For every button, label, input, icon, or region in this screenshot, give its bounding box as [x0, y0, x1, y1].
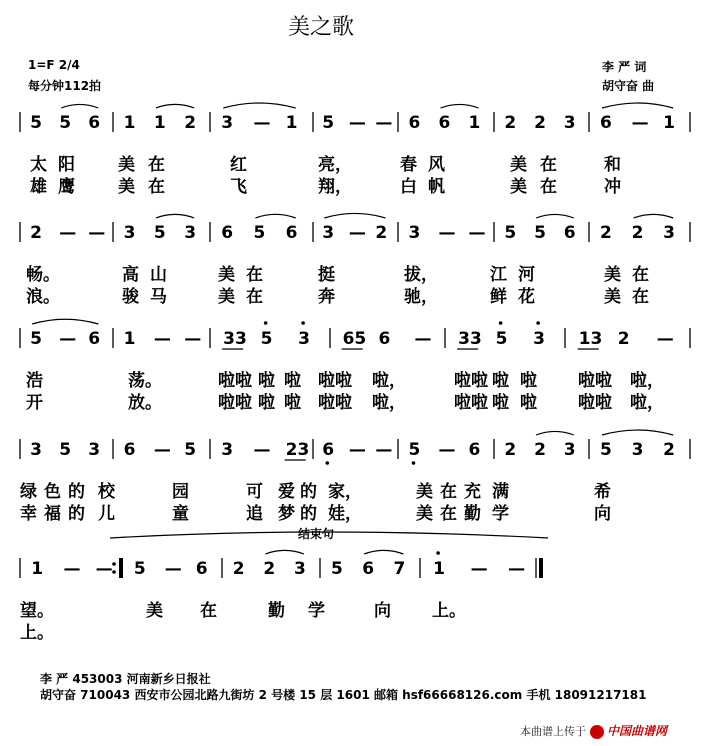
note: 2	[504, 440, 517, 460]
lyric-syllable: 美	[510, 155, 527, 175]
song-title: 美之歌	[288, 15, 355, 40]
note: 2	[663, 440, 676, 460]
lyric-syllable: 荡。	[128, 371, 162, 391]
lyric-syllable: 太	[30, 155, 47, 175]
dash-mark: —	[88, 223, 106, 243]
note: 2	[232, 559, 245, 579]
lyric-syllable: 充	[464, 482, 481, 502]
note: 2	[375, 223, 388, 243]
note: 3	[221, 440, 234, 460]
lyric-syllable: 亮，	[318, 155, 352, 175]
tie-slur	[255, 214, 295, 218]
lyric-syllable: 幸	[20, 504, 37, 524]
tie-slur	[634, 214, 674, 218]
note: 33	[223, 329, 247, 349]
lyric-syllable: 勤	[268, 601, 285, 621]
note: 1	[468, 113, 481, 133]
note: 2	[600, 223, 612, 243]
lyric-syllable: 在	[200, 601, 217, 621]
note: 6	[563, 223, 576, 243]
lyric-syllable: 学	[308, 601, 325, 621]
lyric-syllable: 帆	[428, 177, 445, 197]
lyric-syllable: 家，	[328, 482, 362, 502]
lyric-syllable: 浪。	[26, 287, 60, 307]
lyric-syllable: 美	[118, 155, 135, 175]
dash-mark: —	[59, 223, 77, 243]
note: 33	[458, 329, 482, 349]
lyric-syllable: 在	[148, 177, 165, 197]
lyric-syllable: 山	[150, 265, 167, 285]
site-brand: 中国曲谱网	[607, 724, 668, 738]
tie-slur	[441, 104, 479, 108]
lyric-syllable: 在	[246, 287, 263, 307]
octave-dot-above	[436, 551, 440, 555]
dash-mark: —	[375, 113, 393, 133]
dash-mark: —	[438, 440, 456, 460]
notation-layer	[20, 103, 690, 643]
note: 5	[322, 113, 335, 133]
tie-slur	[602, 103, 673, 108]
dash-mark: —	[508, 559, 526, 579]
lyric-syllable: 红	[230, 155, 247, 175]
note: 5	[184, 440, 197, 460]
lyric-syllable: 啦	[492, 393, 509, 413]
composer-credit: 胡守奋 曲	[602, 79, 655, 93]
lyric-syllable: 开	[26, 393, 43, 413]
note: 2	[504, 113, 517, 133]
repeat-dot	[112, 562, 116, 566]
note: 5	[504, 223, 517, 243]
note: 3	[184, 223, 197, 243]
tie-slur	[61, 104, 98, 108]
lyric-syllable: 啦	[284, 393, 301, 413]
lyric-syllable: 啦啦	[578, 371, 612, 391]
lyric-syllable: 向	[374, 601, 391, 621]
dash-mark: —	[348, 440, 366, 460]
lyric-syllable: 福	[44, 504, 61, 524]
lyric-syllable: 儿	[98, 504, 115, 524]
lyric-syllable: 啦	[492, 371, 509, 391]
lyric-syllable: 啦啦	[318, 371, 352, 391]
lyric-syllable: 爱	[278, 482, 295, 502]
dash-mark: —	[470, 559, 488, 579]
note: 5	[59, 440, 72, 460]
note: 3	[563, 113, 576, 133]
lyric-syllable: 希	[594, 482, 611, 502]
lyric-syllable: 绿	[20, 482, 37, 502]
note: 5	[534, 223, 546, 243]
dash-mark: —	[414, 329, 432, 349]
note: 2	[30, 223, 43, 243]
dash-mark: —	[153, 440, 171, 460]
lyric-syllable: 的	[300, 482, 317, 502]
note: 5	[495, 329, 508, 349]
note: 6	[88, 113, 101, 133]
dash-mark: —	[348, 113, 366, 133]
lyric-syllable: 放。	[128, 393, 162, 413]
lyric-syllable: 阳	[58, 155, 75, 175]
lyric-syllable: 校	[98, 482, 115, 502]
lyric-syllable: 在	[540, 155, 557, 175]
dash-mark: —	[468, 223, 486, 243]
tie-slur	[324, 213, 385, 218]
lyric-syllable: 风	[428, 155, 445, 175]
lyric-syllable: 河	[518, 265, 535, 285]
lyric-syllable: 园	[172, 482, 189, 502]
tie-slur	[602, 430, 673, 435]
note: 7	[393, 559, 406, 579]
lyric-syllable: 童	[172, 504, 189, 524]
lyric-syllable: 花	[518, 287, 535, 307]
note: 1	[433, 559, 445, 579]
lyricist-credit: 李 严 词	[602, 60, 647, 74]
lyric-syllable: 奔	[318, 287, 335, 307]
lyric-syllable: 的	[68, 482, 85, 502]
lyric-syllable: 满	[492, 482, 509, 502]
tie-slur	[156, 104, 194, 108]
note: 1	[123, 329, 136, 349]
note: 5	[253, 223, 266, 243]
lyric-syllable: 挺	[318, 265, 335, 285]
octave-dot-above	[536, 321, 540, 325]
lyric-syllable: 马	[150, 287, 167, 307]
lyric-syllable: 向	[594, 504, 611, 524]
key-signature: 1=F 2/4	[28, 58, 80, 72]
lyric-syllable: 在	[440, 504, 457, 524]
lyricist-address: 李 严 453003 河南新乡日报社	[40, 672, 211, 686]
lyric-syllable: 上。	[432, 601, 466, 621]
dash-mark: —	[656, 329, 674, 349]
lyric-syllable: 啦啦	[218, 393, 252, 413]
lyric-syllable: 在	[540, 177, 557, 197]
note: 5	[59, 113, 72, 133]
dash-mark: —	[348, 223, 366, 243]
lyric-syllable: 色	[44, 482, 61, 502]
note: 5	[30, 113, 43, 133]
tie-slur	[536, 214, 574, 218]
coda-label: 结束句	[298, 527, 335, 541]
note: 1	[153, 113, 166, 133]
note: 3	[298, 329, 310, 349]
lyric-syllable: 啦啦	[578, 393, 612, 413]
lyric-syllable: 雄	[30, 177, 47, 197]
lyric-syllable: 啦	[258, 393, 275, 413]
lyric-syllable: 美	[416, 504, 433, 524]
lyric-syllable: 鲜	[490, 287, 507, 307]
octave-dot-below	[412, 461, 416, 465]
dash-mark: —	[153, 329, 171, 349]
upload-credit	[520, 722, 667, 739]
lyric-syllable: 在	[632, 265, 649, 285]
lyric-syllable: 美	[604, 265, 621, 285]
note: 5	[153, 223, 166, 243]
note: 5	[30, 329, 43, 349]
lyric-syllable: 美	[416, 482, 433, 502]
dash-mark: —	[253, 440, 271, 460]
octave-dot-above	[301, 321, 305, 325]
note: 3	[88, 440, 101, 460]
tie-slur	[536, 431, 574, 435]
lyric-syllable: 和	[604, 155, 621, 175]
dash-mark: —	[95, 559, 113, 579]
lyric-syllable: 的	[68, 504, 85, 524]
lyric-syllable: 美	[218, 287, 235, 307]
lyric-syllable: 勤	[464, 504, 481, 524]
note: 1	[123, 113, 136, 133]
note: 5	[330, 559, 343, 579]
note: 1	[285, 113, 298, 133]
dash-mark: —	[438, 223, 456, 243]
lyric-syllable: 浩	[26, 371, 43, 391]
note: 5	[600, 440, 612, 460]
octave-dot-above	[499, 321, 503, 325]
lyric-syllable: 江	[490, 265, 507, 285]
lyric-syllable: 可	[246, 482, 263, 502]
lyric-syllable: 美	[510, 177, 527, 197]
note: 2	[631, 223, 644, 243]
composer-address: 胡守奋 710043 西安市公园北路九街坊 2 号楼 15 层 1601 邮箱 hsf66668126.com 手机 18091217181	[40, 688, 647, 702]
upload-credit-text: 本曲谱上传于	[520, 725, 586, 738]
dash-mark: —	[59, 329, 77, 349]
lyric-syllable: 在	[632, 287, 649, 307]
lyric-syllable: 春	[400, 155, 417, 175]
lyric-syllable: 学	[492, 504, 509, 524]
lyric-syllable: 上。	[20, 623, 54, 643]
note: 6	[285, 223, 298, 243]
lyric-syllable: 鹰	[58, 177, 75, 197]
lyric-syllable: 驰，	[404, 287, 438, 307]
note: 3	[533, 329, 545, 349]
site-logo-icon	[590, 725, 604, 739]
lyric-syllable: 在	[148, 155, 165, 175]
note: 3	[293, 559, 306, 579]
note: 3	[663, 223, 676, 243]
dash-mark: —	[164, 559, 182, 579]
lyric-syllable: 啦啦	[318, 393, 352, 413]
note: 3	[631, 440, 644, 460]
lyric-syllable: 在	[246, 265, 263, 285]
note: 1	[663, 113, 676, 133]
tie-slur	[223, 103, 295, 108]
note: 2	[534, 113, 546, 133]
note: 65	[342, 329, 367, 349]
note: 3	[221, 113, 234, 133]
note: 6	[378, 329, 391, 349]
lyric-syllable: 啦啦	[454, 393, 488, 413]
note: 3	[123, 223, 136, 243]
note: 23	[285, 440, 310, 460]
lyric-syllable: 拔，	[404, 265, 438, 285]
lyric-syllable: 高	[122, 265, 139, 285]
dash-mark: —	[631, 113, 649, 133]
note: 3	[408, 223, 421, 243]
note: 2	[617, 329, 630, 349]
note: 13	[578, 329, 603, 349]
lyric-syllable: 啦，	[372, 393, 406, 413]
lyric-syllable: 啦	[520, 393, 537, 413]
note: 3	[30, 440, 43, 460]
note: 6	[322, 440, 335, 460]
lyric-syllable: 白	[400, 177, 417, 197]
lyric-syllable: 啦	[520, 371, 537, 391]
lyric-syllable: 畅。	[26, 265, 60, 285]
note: 1	[31, 559, 44, 579]
repeat-dot	[112, 570, 116, 574]
lyric-syllable: 美	[218, 265, 235, 285]
tempo-marking: 每分钟112拍	[28, 79, 102, 93]
tie-slur	[364, 550, 403, 554]
lyric-syllable: 在	[440, 482, 457, 502]
lyric-syllable: 飞	[230, 177, 247, 197]
note: 2	[263, 559, 276, 579]
note: 6	[600, 113, 612, 133]
note: 2	[534, 440, 546, 460]
dash-mark: —	[63, 559, 81, 579]
dash-mark: —	[253, 113, 271, 133]
lyric-syllable: 啦，	[372, 371, 406, 391]
note: 3	[563, 440, 576, 460]
tie-slur	[32, 319, 98, 324]
note: 6	[195, 559, 208, 579]
lyric-syllable: 的	[300, 504, 317, 524]
lyric-syllable: 啦啦	[454, 371, 488, 391]
octave-dot-below	[325, 461, 329, 465]
note: 6	[123, 440, 136, 460]
lyric-syllable: 啦啦	[218, 371, 252, 391]
tie-slur	[156, 214, 194, 218]
lyric-syllable: 追	[246, 504, 263, 524]
note: 5	[408, 440, 421, 460]
note: 6	[88, 329, 101, 349]
lyric-syllable: 啦	[258, 371, 275, 391]
lyric-syllable: 娃，	[328, 504, 362, 524]
note: 5	[133, 559, 146, 579]
lyric-syllable: 啦，	[630, 371, 664, 391]
dash-mark: —	[184, 329, 202, 349]
lyric-syllable: 啦，	[630, 393, 664, 413]
dash-mark: —	[375, 440, 393, 460]
note: 3	[322, 223, 335, 243]
note: 6	[408, 113, 421, 133]
note: 6	[438, 113, 451, 133]
note: 6	[362, 559, 375, 579]
note: 6	[221, 223, 234, 243]
note: 6	[468, 440, 481, 460]
lyric-syllable: 冲	[604, 177, 621, 197]
tie-slur	[265, 550, 304, 554]
note: 5	[260, 329, 273, 349]
lyric-syllable: 骏	[122, 287, 139, 307]
lyric-syllable: 啦	[284, 371, 301, 391]
note: 2	[184, 113, 197, 133]
lyric-syllable: 望。	[20, 601, 54, 621]
lyric-syllable: 美	[118, 177, 135, 197]
lyric-syllable: 美	[146, 601, 163, 621]
lyric-syllable: 翔，	[318, 177, 352, 197]
lyric-syllable: 美	[604, 287, 621, 307]
lyric-syllable: 梦	[278, 504, 295, 524]
octave-dot-above	[264, 321, 268, 325]
